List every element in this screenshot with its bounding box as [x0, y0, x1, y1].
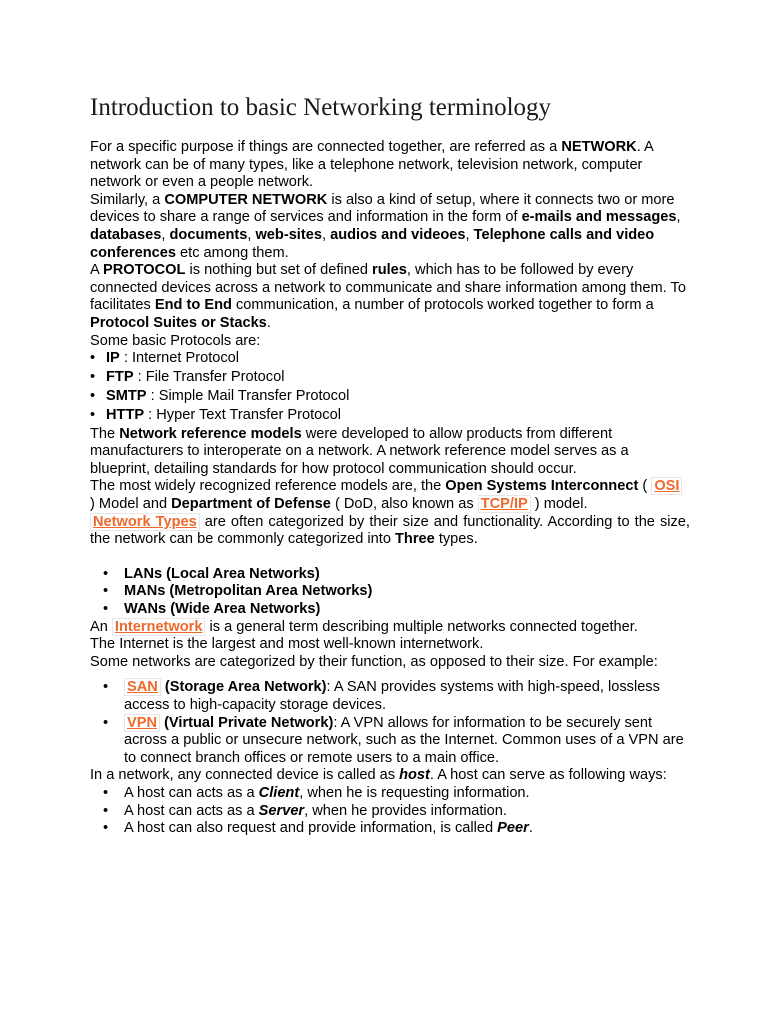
- list-item: [90, 369, 690, 387]
- san-link[interactable]: SAN: [124, 678, 161, 696]
- protocol-term: HTTP: [106, 406, 145, 423]
- network-type: MANs (Metropolitan Area Networks): [124, 583, 373, 600]
- text: ) model.: [530, 496, 588, 513]
- term: Client: [258, 784, 300, 801]
- term: Protocol Suites or Stacks: [90, 314, 267, 331]
- term: Server: [258, 802, 305, 819]
- paragraph-functional-networks: Some networks are categorized by their function, as opposed to their size. For example:: [90, 653, 658, 670]
- text: For a specific purpose if things are connected together, are referred as a: [90, 139, 562, 155]
- text: ) Model and: [90, 496, 172, 513]
- text: ,: [465, 226, 474, 243]
- text: An: [90, 618, 112, 635]
- paragraph-network-definition: [90, 139, 690, 192]
- protocol-desc: : File Transfer Protocol: [133, 369, 285, 386]
- network-types-link[interactable]: Network Types: [90, 513, 200, 531]
- paragraph-reference-models: [90, 426, 690, 479]
- protocol-desc: : Internet Protocol: [119, 350, 240, 367]
- text: The most widely recognized reference models are, the: [90, 478, 446, 495]
- term: rules: [372, 262, 407, 279]
- term: (Storage Area Network): [160, 679, 327, 696]
- osi-link[interactable]: OSI: [651, 477, 682, 495]
- paragraph-osi-tcpip: [90, 478, 690, 513]
- text: A host can acts as a: [124, 802, 259, 819]
- text: A: [90, 262, 103, 279]
- protocol-desc: : Hyper Text Transfer Protocol: [144, 406, 341, 423]
- paragraph-internet: The Internet is the largest and most well-known internetwork.: [90, 636, 484, 653]
- term: Telephone calls and video conferences: [90, 226, 655, 261]
- text: is also a kind of setup, where it connects two or more devices to share a range of services and information in the form of: [90, 191, 675, 226]
- term: audios and videoes: [330, 226, 466, 243]
- list-item: [90, 820, 690, 838]
- list-item: [90, 679, 690, 714]
- text: A host can also request and provide information, is called: [124, 820, 498, 837]
- text: . A network can be of many types, like a telephone network, television network, computer network or even a people network.: [90, 139, 653, 191]
- list-item: [90, 785, 690, 803]
- protocol-term: IP: [106, 350, 120, 367]
- text: , when he provides information.: [304, 802, 507, 819]
- text: are often categorized by their size and functionality. According to the size, the network can be commonly categorized into: [90, 513, 690, 548]
- text: ,: [247, 226, 256, 243]
- text: ( DoD, also known as: [330, 496, 478, 513]
- network-type: LANs (Local Area Networks): [124, 565, 320, 582]
- text: is nothing but set of defined: [185, 262, 373, 279]
- document-body: [90, 139, 690, 838]
- term: Three: [395, 531, 435, 548]
- protocol-term: FTP: [106, 369, 134, 386]
- text: communication, a number of protocols worked together to form a: [231, 297, 654, 314]
- text: ,: [321, 226, 331, 243]
- protocol-term: SMTP: [106, 387, 147, 404]
- term: Department of Defense: [171, 496, 331, 513]
- text: were developed to allow products from different manufacturers to interoperate on a network. A network reference model serves as a blueprint, detailing standards for how protocol communication should occur.: [90, 425, 629, 477]
- text: etc among them.: [175, 244, 289, 261]
- text: , which has to be followed by every connected devices across a network to communicate and share information among them. To facilitates: [90, 262, 686, 314]
- term-host: host: [399, 767, 430, 784]
- text: . A host can serve as following ways:: [429, 767, 667, 784]
- term: (Virtual Private Network): [160, 714, 334, 731]
- term: Network reference models: [119, 425, 302, 442]
- document-title: Introduction to basic Networking terminology: [90, 94, 552, 121]
- internetwork-link[interactable]: Internetwork: [112, 618, 206, 636]
- text: is a general term describing multiple networks connected together.: [205, 618, 638, 635]
- text: .: [266, 314, 271, 331]
- text: ,: [161, 226, 170, 243]
- text: A host can acts as a: [124, 784, 259, 801]
- paragraph-computer-network: [90, 192, 690, 262]
- list-item: [90, 388, 690, 406]
- term-computer-network: COMPUTER NETWORK: [164, 191, 328, 208]
- list-item: [90, 583, 690, 601]
- term: documents: [169, 226, 248, 243]
- text: Similarly, a: [90, 191, 165, 208]
- term: web-sites: [255, 226, 322, 243]
- term-network: NETWORK: [561, 139, 637, 155]
- text: : A VPN allows for information to be securely sent across a public or unsecure network, such as the Internet. Common uses of a VPN are to connect branch offices or remote users to a main office.: [124, 714, 684, 766]
- term: e-mails and messages: [521, 209, 677, 226]
- term-protocol: PROTOCOL: [102, 262, 186, 279]
- network-type: WANs (Wide Area Networks): [124, 601, 321, 618]
- list-item: [90, 715, 690, 768]
- text: : A SAN provides systems with high-speed, lossless access to high-capacity storage devices.: [124, 679, 660, 713]
- functional-networks-list: [90, 679, 690, 767]
- tcp-ip-link[interactable]: TCP/IP: [478, 495, 531, 513]
- paragraph-protocol: [90, 262, 690, 332]
- paragraph-internetwork: [90, 619, 690, 637]
- protocol-list: [90, 350, 690, 424]
- text: In a network, any connected device is called as: [90, 767, 400, 784]
- paragraph-basic-protocols: Some basic Protocols are:: [90, 332, 261, 349]
- term: databases: [90, 226, 162, 243]
- list-item: [90, 407, 690, 425]
- host-roles-list: [90, 785, 690, 838]
- term: End to End: [154, 297, 232, 314]
- protocol-desc: : Simple Mail Transfer Protocol: [146, 387, 350, 404]
- text: The: [90, 425, 120, 442]
- text: ,: [676, 209, 681, 226]
- paragraph-network-types: [90, 514, 690, 549]
- list-item: [90, 803, 690, 821]
- list-item: [90, 601, 690, 619]
- text: (: [638, 478, 652, 495]
- text: , when he is requesting information.: [299, 784, 530, 801]
- list-item: [90, 350, 690, 368]
- vpn-link[interactable]: VPN: [124, 714, 160, 732]
- text: .: [528, 820, 533, 837]
- term: Peer: [497, 820, 529, 837]
- term: Open Systems Interconnect: [445, 478, 639, 495]
- list-item: [90, 566, 690, 584]
- text: types.: [434, 531, 478, 548]
- network-types-list: [90, 566, 690, 619]
- paragraph-host: [90, 767, 690, 785]
